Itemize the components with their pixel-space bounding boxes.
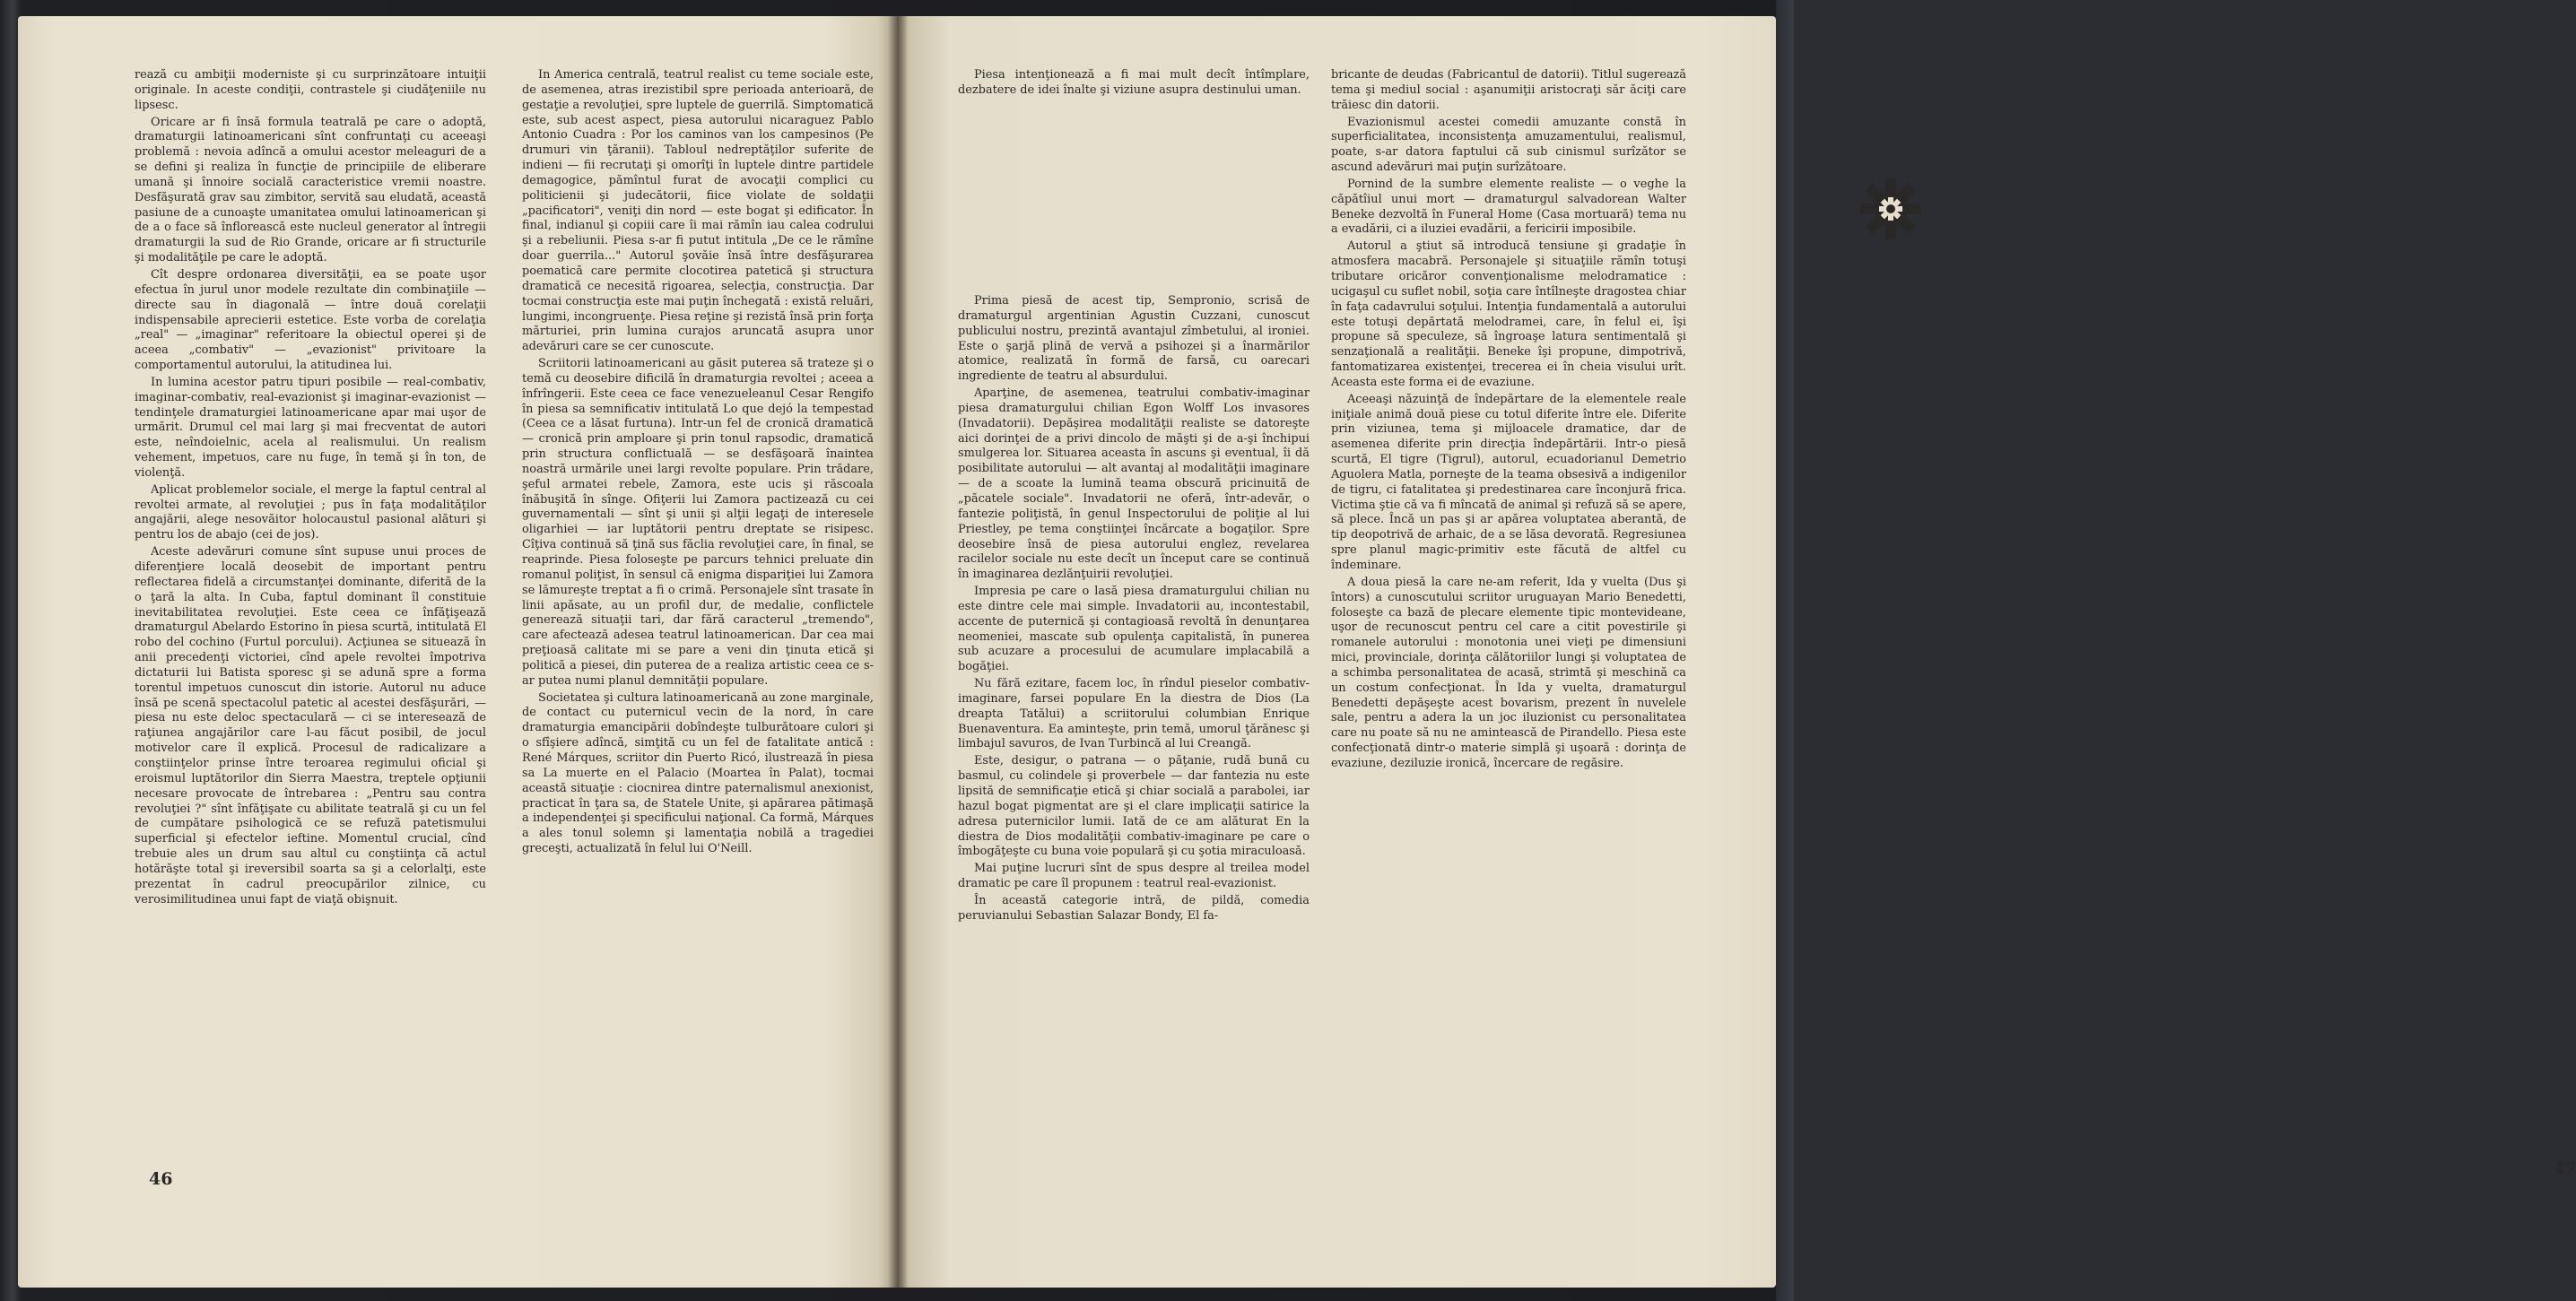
background-edge [1776,0,1794,1301]
right-page-column-1-top [958,68,1310,99]
paragraph: Oricare ar fi însă formula teatrală pe care o adoptă, dramaturgii latinoamericani sînt confruntaţi cu aceeaşi problemă : nevoia adîncă a omului acestor meleaguri de a se defini şi realiza în funcţie de principiile de eliberare umană şi înnoire socială caracteristice vremii noastre. Desfăşurată grav sau zimbitor, servită sau eludată, această pasiune de a cunoaşte umanitatea omului latinoamerican şi de a o face să înflorească este nucleul generator al întregii dramaturgii la sud de Rio Grande, oricare ar fi structurile şi modalităţile pe care le adoptă. [135,115,486,265]
decorative-star-ornament-icon [1855,173,1927,245]
paragraph: Nu fără ezitare, facem loc, în rîndul pieselor combativ-imaginare, farsei populare En la diestra de Dios (La dreapta Tatălui) a scriitorului columbian Enrique Buenaventura. Ea aminteşte, prin temă, umorul ţărănesc şi limbajul savuros, de Ivan Turbincă al lui Creangă. [958,677,1310,751]
paragraph: Aceeaşi năzuinţă de îndepărtare de la elementele reale iniţiale animă două piese cu totul diferite între ele. Diferite prin viziunea, tema şi mijloacele dramatice, dar de asemenea diferite prin direcţia îndepărtării. Intr-o piesă scurtă, El tigre (Tigrul), autorul, ecuadorianul Demetrio Aguolera Matla, porneşte de la teama obsesivă a indigenilor de tigru, ci fatalitatea şi predestinarea care înconjură frica. Victima ştie că va fi mîncată de animal şi refuză să se apere, să plece. Încă un pas şi ar apărea voluptatea aberantă, de tip deopotrivă de arhaic, de a se lăsa devorată. Regresiunea spre planul magic-primitiv este făcută de altfel cu îndeminare. [1331,392,1686,572]
paragraph: In America centrală, teatrul realist cu teme sociale este, de asemenea, atras irezistibil spre perioada anterioară, de gestaţie a revoluţiei, spre luptele de guerrilă. Simptomatică este, sub acest aspect, piesa autorului nicaraguez Pablo Antonio Cuadra : Por los caminos van los campesinos (Pe drumuri vin ţăranii). Tabloul nedreptăţilor suferite de indieni — fii recrutaţi şi omorîţi în luptele dintre partidele demagogice, pămîntul furat de avocaţii complici cu politicienii şi judecătorii, fiice violate de soldaţii „pacificatori", veniţi din nord — este bogat şi edificator. În final, indianul şi copiii care îi mai rămîn iau calea codrului şi a rebeliunii. Piesa s-ar fi putut intitula „De ce le rămîne doar guerrila..." Autorul şovăie însă între desfăşurarea poematică care permite clocotirea patetică şi structura dramatică ce necesită rigoarea, selecţia, construcţia. Dar tocmai construcţia este mai puţin închegată : există reluări, lungimi, incongruenţe. Piesa reţine şi rezistă însă prin forţa mărturiei, prin lumina curajos aruncată asupra unor adevăruri care se cer cunoscute. [522,68,874,354]
left-page [18,16,897,1288]
paragraph: Scriitorii latinoamericani au găsit puterea să trateze şi o temă cu deosebire dificilă în dramaturgia revoltei ; aceea a înfrîngerii. Este ceea ce face venezueleanul Cesar Rengifo în piesa sa semnificativ intitulată Lo que dejó la tempestad (Ceea ce a lăsat furtuna). Intr-un fel de cronică dramatică — cronică prin amploare şi prin tonul rapsodic, dramatică prin structura conflictuală — se desfăşoară înaintea noastră urmările unei largi revolte populare. Prin trădare, şeful armatei rebele, Zamora, este ucis şi răscoala înăbuşită în sînge. Ofiţerii lui Zamora pactizează cu cei guvernamentali — sînt şi unii şi alţii legaţi de interesele oligarhiei — iar luptătorii pentru dreptate se risipesc. Cîţiva continuă să ţină sus făclia revoluţiei care, în final, se reaprinde. Piesa foloseşte pe parcurs tehnici preluate din romanul poliţist, în sensul că enigma dispariţiei lui Zamora se lămureşte treptat a fi o crimă. Personajele sînt trasate în linii apăsate, au un profil dur, de medalie, conflictele generează situaţii tari, dar fără caracterul „tremendo", care afectează adesea teatrul latinoamerican. Dar cea mai preţioasă calitate mi se pare a veni din ţinuta etică şi politică a piesei, din puterea de a realiza artistic ceea ce s-ar putea numi planul demnităţii populare. [522,357,874,688]
paragraph: În această categorie intră, de pildă, comedia peruvianului Sebastian Salazar Bondy, El fa- [958,893,1310,923]
paragraph: Cît despre ordonarea diversităţii, ea se poate uşor efectua în jurul unor modele rezultate din combinaţiile — directe sau în diagonală — între două corelaţii indispensabile aprecierii estetice. Este vorba de corelaţia „real" — „imaginar" referitoare la obiectul operei şi de aceea „combativ" — „evazionist" privitoare la comportamentul autorului, la atitudinea lui. [135,267,486,373]
paragraph: bricante de deudas (Fabricantul de datorii). Titlul sugerează tema şi mediul social : aşanumiţii aristocraţi săr ăciţi care trăiesc din datorii. [1331,68,1686,112]
paragraph: Impresia pe care o lasă piesa dramaturgului chilian nu este dintre cele mai simple. Invadatorii au, incontestabil, accente de puternică şi contagioasă revoltă în denunţarea neomeniei, mascate sub opulenţa capitalistă, în punerea sub acuzare a procesului de acumulare implacabilă a bogăţiei. [958,585,1310,674]
paragraph: Piesa intenţionează a fi mai mult decît întîmplare, dezbatere de idei înalte şi viziune asupra destinului uman. [958,68,1310,97]
book-gutter [888,16,908,1288]
left-page-column-1 [135,68,486,907]
paragraph: Aparţine, de asemenea, teatrului combativ-imaginar piesa dramaturgului chilian Egon Wolff Los invasores (Invadatorii). Depăşirea modalităţii realiste se datoreşte aici dorinţei de a privi dincolo de măşti şi de a-şi închipui smulgerea lor. Situarea aceasta în ascuns şi eventual, îi dă posibilitate autorului — alt avantaj al modalităţii imaginare — de a scoate la lumină teama obscură pricinuită de „păcatele sociale". Invadatorii ne oferă, într-adevăr, o fantezie poliţistă, în genul Inspectorului de poliţie al lui Priestley, pe tema conştiinţei încărcate a bogaţilor. Spre deosebire însă de piesa autorului englez, revelarea racilelor sociale nu este decît un început care se continuă în imaginarea dezlănţuirii revoluţiei. [958,386,1310,582]
paragraph: A doua piesă la care ne-am referit, Ida y vuelta (Dus şi întors) a cunoscutului scriitor uruguayan Mario Benedetti, foloseşte ca bază de plecare elemente tipic montevideane, uşor de recunoscut pentru cel care a citit povestirile şi romanele autorului : monotonia unei vieţi pe dimensiuni mici, provinciale, dorinţa călătoriilor lungi şi voluptatea de a schimba personalitatea de acasă, strimtă şi meschină ca un costum confecţionat. În Ida y vuelta, dramaturgul Benedetti depăşeşte acest bovarism, prezent în nuvelele sale, pentru a adera la un joc iluzionist cu personalitatea care nu poate să nu ne amintească de Pirandello. Piesa este confecţionată dintr-o materie simplă şi uşoară : dorinţa de evaziune, deziluzie ironică, încercare de regăsire. [1331,575,1686,770]
paragraph: Pornind de la sumbre elemente realiste — o veghe la căpătîiul unui mort — dramaturgul salvadorean Walter Beneke dezvoltă în Funeral Home (Casa mortuară) tema nu a evadării, ci a iluziei evadării, a fericirii imposibile. [1331,177,1686,237]
paragraph: Aceste adevăruri comune sînt supuse unui proces de diferenţiere locală deosebit de important pentru reflectarea fidelă a circumstanţei dominante, diferită de la o ţară la alta. In Cuba, faptul dominant îl constituie inevitabilitatea revoluţiei. Este ceea ce înfăţişează dramaturgul Abelardo Estorino în piesa scurtă, intitulată El robo del cochino (Furtul porcului). Acţiunea se situează în anii precedenţi victoriei, cînd apele revoltei împotriva dictaturii lui Batista sporesc şi se adună spre a forma torentul impetuos cunoscut din istorie. Autorul nu aduce însă pe scenă spectacolul patetic al acestei desfăşurări, — piesa nu este deloc spectaculară — ci se interesează de raţiunea angajărilor care l-au făcut posibil, de jocul motivelor care îl explică. Procesul de radicalizare a conştiinţelor prinse între teroarea regimului oficial şi eroismul luptătorilor din Sierra Maestra, treptele opţiunii necesare provocate de întrebarea : „Pentru sau contra revoluţiei ?" sînt înfăţişate cu abilitate teatrală şi cu un fel de cumpătare psihologică ce se refuză patetismului superficial şi efectelor ieftine. Momentul crucial, cînd trebuie ales un drum sau altul cu conştiinţa că actul hotărăşte total şi ireversibil soarta sa şi a celorlalţi, este prezentat în cadrul preocupărilor zilnice, cu verosimilitudinea unui fapt de viaţă obişnuit. [135,545,486,906]
right-page [897,16,2576,1288]
paragraph: Prima piesă de acest tip, Sempronio, scrisă de dramaturgul argentinian Agustin Cuzzani, cunoscut publicului nostru, prezintă avantajul zîmbetului, al ironiei. Este o şarjă plină de vervă a psihozei şi a înarmărilor atomice, realizată în formă de farsă, cu oarecari ingrediente de teatru al absurdului. [958,294,1310,384]
left-page-column-2 [522,68,874,857]
paragraph: Mai puţine lucruri sînt de spus despre al treilea model dramatic pe care îl propunem : teatrul real-evazionist. [958,862,1310,891]
paragraph: Societatea şi cultura latinoamericană au zone marginale, de contact cu puternicul vecin de la nord, în care dramaturgia emancipării dobîndeşte tulburătoare culori şi o sfîşiere adîncă, simţită cu un fel de fatalitate antică : René Márques, scriitor din Puerto Ricó, ilustrează în piesa sa La muerte en el Palacio (Moartea în Palat), tocmai această situaţie : ciocnirea dintre paternalismul anexionist, practicat în ţara sa, de Statele Unite, şi apărarea pătimaşă a independenţei şi specificului naţional. Ca formă, Márques a ales tonul solemn şi lamentaţia nobilă a tragediei greceşti, actualizată în felul lui O'Neill. [522,690,874,856]
paragraph: Este, desigur, o patrana — o păţanie, rudă bună cu basmul, cu colindele şi proverbele — dar fantezia nu este lipsită de semnificaţie etică şi chiar socială a parabolei, iar hazul bogat pigmentat are şi el clare implicaţii satirice la adresa puternicilor lumii. Iată de ce am alăturat En la diestra de Dios modalităţii combativ-imaginare pe care o îmbogăţeşte cu buna voie populară şi cu şotia miraculoasă. [958,754,1310,859]
paragraph: Autorul a ştiut să introducă tensiune şi gradaţie în atmosfera macabră. Personajele şi situaţiile rămîn totuşi tributare oricăror convenţionalisme melodramatice : ucigaşul cu suflet nobil, soţia care întîlneşte dragostea chiar în faţa cadavrului soţului. Intenţia fundamentală a autorului este totuşi depărtată melodramei, care, în felul ei, îşi propune să speculeze, să îngroaşe latura sentimentală şi senzaţională a realităţii. Beneke îşi propune, dimpotrivă, fantomatizarea existenţei, trecerea ei în cheia visului urît. Aceasta este forma ei de evaziune. [1331,239,1686,389]
paragraph: In lumina acestor patru tipuri posibile — real-combativ, imaginar-combativ, real-evazionist şi imaginar-evazionist — tendinţele dramaturgiei latinoamericane apar mai uşor de urmărit. Drumul cel mai larg şi mai frecventat de autori este, neîndoielnic, acela al realismului. Un realism vehement, impetuos, care nu fuge, în temă şi în ton, de violenţă. [135,375,486,480]
page-number-right: 47 [2553,1158,2576,1178]
paragraph: rează cu ambiţii moderniste şi cu surprinzătoare intuiţii originale. In aceste condiţii, contrastele şi ciudăţeniile nu lipsesc. [135,68,486,112]
paragraph: Aplicat problemelor sociale, el merge la faptul central al revoltei armate, al revoluţiei ; pus în faţa modalităţilor angajării, alege nesovăitor holocaustul pasional alături şi pentru los de abajo (cei de jos). [135,482,486,542]
right-page-column-1 [958,294,1310,924]
paragraph: Evazionismul acestei comedii amuzante constă în superficialitatea, inconsistenţa amuzamentului, realismul, poate, s-ar datora faptului că sub cinismul surîzător se ascund adevăruri mai puţin surîzătoare. [1331,115,1686,175]
page-number-left: 46 [149,1169,173,1189]
right-page-column-2 [1331,68,1686,772]
